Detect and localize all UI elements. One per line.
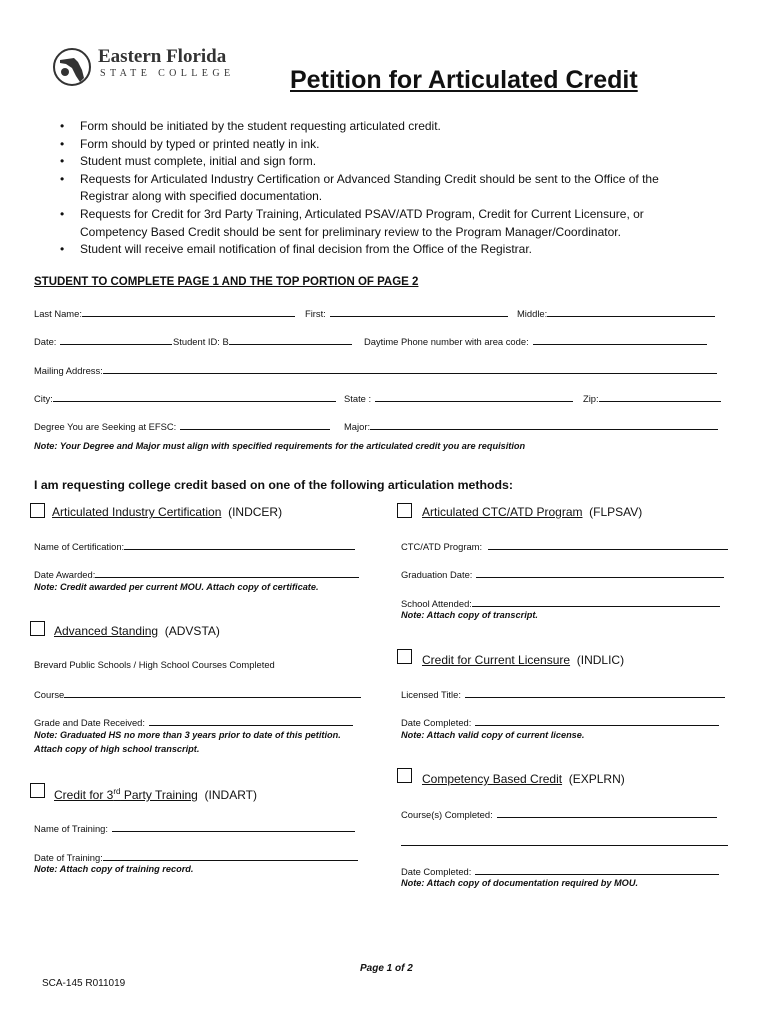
indlic-code: (INDLIC) — [576, 653, 625, 667]
courses-completed-field[interactable] — [401, 807, 717, 820]
flpsav-note: Note: Attach copy of transcript. — [401, 610, 538, 620]
certification-name-label: Name of Certification: — [34, 541, 125, 552]
indart-label — [54, 788, 198, 802]
licensed-title-field[interactable] — [401, 687, 725, 700]
indart-checkbox[interactable] — [30, 783, 45, 798]
zip-label: Zip: — [583, 393, 599, 404]
instruction-item: • Student must complete, initial and sign form. — [56, 153, 706, 171]
indlic-note: Note: Attach valid copy of current license. — [401, 730, 585, 740]
school-attended-field[interactable] — [401, 596, 720, 609]
advsta-subheading: Brevard Public Schools / High School Courses Completed — [34, 659, 275, 670]
explrn-checkbox[interactable] — [397, 768, 412, 783]
advsta-code: (ADVSTA) — [164, 624, 220, 638]
student-id-label: Student ID: B — [173, 336, 229, 347]
florida-map-icon — [52, 44, 92, 90]
indcer-code: (INDCER) — [228, 505, 283, 519]
date-awarded-field[interactable] — [34, 567, 359, 580]
advsta-note-2: Attach copy of high school transcript. — [34, 744, 200, 754]
course-label: Course — [34, 689, 65, 700]
degree-label: Degree You are Seeking at EFSC: — [34, 421, 177, 432]
indart-note: Note: Attach copy of training record. — [34, 864, 194, 874]
graduation-date-field[interactable] — [401, 567, 724, 580]
certification-name-field[interactable] — [34, 539, 355, 552]
training-name-label: Name of Training: — [34, 823, 108, 834]
phone-field[interactable] — [364, 334, 707, 347]
middle-name-label: Middle: — [517, 308, 548, 319]
last-name-label: Last Name: — [34, 308, 82, 319]
course-field[interactable] — [34, 687, 361, 700]
college-logo — [52, 44, 242, 92]
flpsav-label: Articulated CTC/ATD Program — [422, 505, 583, 519]
school-attended-label: School Attended: — [401, 598, 472, 609]
page-title: Petition for Articulated Credit — [290, 66, 638, 94]
state-label: State : — [344, 393, 372, 404]
instruction-item: • Student will receive email notification of final decision from the Office of the Registrar. — [56, 241, 706, 259]
indlic-option — [422, 653, 624, 667]
date-label: Date: — [34, 336, 57, 347]
first-name-label: First: — [305, 308, 326, 319]
advsta-note-1: Note: Graduated HS no more than 3 years prior to date of this petition. — [34, 730, 341, 740]
student-id-field[interactable] — [173, 334, 352, 347]
logo-subtitle: STATE COLLEGE — [100, 68, 235, 79]
indart-code: (INDART) — [204, 788, 257, 802]
mailing-address-field[interactable] — [34, 363, 717, 376]
instruction-item: • Form should by typed or printed neatly in ink. — [56, 136, 706, 154]
training-date-field[interactable] — [34, 850, 358, 863]
form-code: SCA-145 R011019 — [42, 978, 126, 989]
date-field[interactable] — [34, 334, 172, 347]
logo-name: Eastern Florida — [98, 46, 227, 67]
explrn-note: Note: Attach copy of documentation required by MOU. — [401, 878, 639, 888]
date-awarded-label: Date Awarded: — [34, 569, 96, 580]
first-name-field[interactable] — [305, 306, 508, 319]
flpsav-option — [422, 505, 642, 519]
courses-completed-label: Course(s) Completed: — [401, 809, 493, 820]
explrn-option — [422, 772, 625, 786]
license-date-field[interactable] — [401, 715, 719, 728]
explrn-code: (EXPLRN) — [568, 772, 625, 786]
city-label: City: — [34, 393, 53, 404]
page-number: Page 1 of 2 — [360, 963, 413, 974]
courses-completed-extra-line[interactable] — [401, 845, 728, 846]
major-label: Major: — [344, 421, 371, 432]
indcer-option — [52, 505, 282, 519]
advsta-checkbox[interactable] — [30, 621, 45, 636]
indart-label-pre: Credit for 3 — [54, 788, 114, 802]
indart-option — [54, 787, 257, 802]
indart-label-post: Party Training — [120, 788, 198, 802]
training-name-field[interactable] — [34, 821, 355, 834]
grade-date-field[interactable] — [34, 715, 353, 728]
state-field[interactable] — [344, 391, 573, 404]
mailing-address-label: Mailing Address: — [34, 365, 103, 376]
competency-date-label: Date Completed: — [401, 866, 472, 877]
middle-name-field[interactable] — [517, 306, 715, 319]
training-date-label: Date of Training: — [34, 852, 103, 863]
major-field[interactable] — [344, 419, 718, 432]
degree-major-note: Note: Your Degree and Major must align with specified requirements for the articulated credit you are requisition — [34, 441, 526, 451]
licensed-title-label: Licensed Title: — [401, 689, 461, 700]
graduation-date-label: Graduation Date: — [401, 569, 473, 580]
zip-field[interactable] — [583, 391, 721, 404]
flpsav-code: (FLPSAV) — [589, 505, 643, 519]
indart-label-sup: rd — [113, 787, 121, 796]
indcer-checkbox[interactable] — [30, 503, 45, 518]
program-label: CTC/ATD Program: — [401, 541, 483, 552]
student-section-heading: STUDENT TO COMPLETE PAGE 1 AND THE TOP PORTION OF PAGE 2 — [34, 276, 419, 288]
instruction-item: • Form should be initiated by the student requesting articulated credit. — [56, 118, 706, 136]
license-date-label: Date Completed: — [401, 717, 472, 728]
indcer-note: Note: Credit awarded per current MOU. Attach copy of certificate. — [34, 582, 319, 592]
flpsav-checkbox[interactable] — [397, 503, 412, 518]
last-name-field[interactable] — [34, 306, 295, 319]
advsta-option — [54, 624, 220, 638]
request-heading: I am requesting college credit based on one of the following articulation methods: — [34, 478, 513, 492]
explrn-label: Competency Based Credit — [422, 772, 563, 786]
instruction-item: • Requests for Articulated Industry Certification or Advanced Standing Credit should be sent to the Office of the Registrar along with specified documentation. — [56, 171, 706, 206]
instructions-list — [56, 118, 706, 259]
advsta-label: Advanced Standing — [54, 624, 159, 638]
indlic-checkbox[interactable] — [397, 649, 412, 664]
competency-date-field[interactable] — [401, 864, 719, 877]
degree-field[interactable] — [34, 419, 330, 432]
phone-label: Daytime Phone number with area code: — [364, 336, 529, 347]
city-field[interactable] — [34, 391, 336, 404]
indcer-label: Articulated Industry Certification — [52, 505, 222, 519]
indlic-label: Credit for Current Licensure — [422, 653, 571, 667]
instruction-item: • Requests for Credit for 3rd Party Training, Articulated PSAV/ATD Program, Credit for Current Licensure, or Competency Based Credit should be sent for preliminary review to the Program Manager/Coordinator. — [56, 206, 706, 241]
grade-date-label: Grade and Date Received: — [34, 717, 146, 728]
program-field[interactable] — [401, 539, 728, 552]
